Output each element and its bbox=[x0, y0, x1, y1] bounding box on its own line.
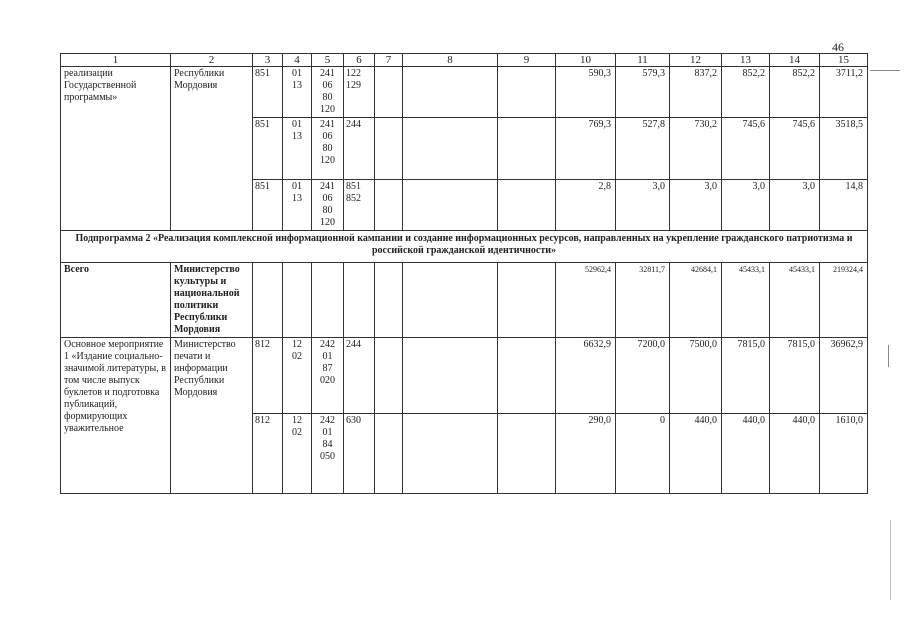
code-part: 851 bbox=[346, 181, 361, 192]
code-part: 050 bbox=[320, 451, 335, 462]
code-part: 242 bbox=[320, 339, 335, 350]
value-cell-12: 440,0 bbox=[670, 414, 722, 494]
code-part: 12 bbox=[292, 415, 302, 426]
column-header-13: 13 bbox=[722, 54, 770, 67]
code-part: 120 bbox=[320, 217, 335, 228]
value-cell-13: 852,2 bbox=[722, 67, 770, 118]
budget-table bbox=[60, 53, 868, 494]
value-cell-10: 52962,4 bbox=[556, 263, 616, 338]
empty-cell bbox=[498, 67, 556, 118]
subprogram-row bbox=[61, 231, 868, 263]
empty-cell bbox=[344, 263, 375, 338]
value-cell-14: 7815,0 bbox=[770, 338, 820, 414]
value-cell-14: 3,0 bbox=[770, 180, 820, 231]
empty-cell bbox=[498, 118, 556, 180]
value-cell-15: 3518,5 bbox=[820, 118, 868, 180]
code-part: 80 bbox=[322, 92, 333, 103]
value-cell-15: 14,8 bbox=[820, 180, 868, 231]
row-title-cell: Основное мероприятие 1 «Издание социально-значимой литературы, в том числе выпуск буклетов и подготовка публикаций, формирующих уважительное bbox=[61, 338, 171, 494]
column-header-11: 11 bbox=[616, 54, 670, 67]
value-cell-10: 6632,9 bbox=[556, 338, 616, 414]
total-row bbox=[61, 263, 868, 338]
grbs-code-cell: 851 bbox=[253, 180, 283, 231]
value-cell-10: 769,3 bbox=[556, 118, 616, 180]
value-cell-11: 7200,0 bbox=[616, 338, 670, 414]
value-cell-14: 745,6 bbox=[770, 118, 820, 180]
column-header-5: 5 bbox=[312, 54, 344, 67]
code-part: 80 bbox=[322, 205, 333, 216]
expense-type-cell bbox=[344, 180, 375, 231]
value-cell-10: 2,8 bbox=[556, 180, 616, 231]
section-code-cell bbox=[283, 180, 312, 231]
code-part: 244 bbox=[346, 339, 361, 350]
code-part: 01 bbox=[292, 119, 302, 130]
grbs-code-cell: 851 bbox=[253, 67, 283, 118]
empty-cell bbox=[375, 263, 403, 338]
value-cell-14: 440,0 bbox=[770, 414, 820, 494]
value-cell-11: 0 bbox=[616, 414, 670, 494]
target-article-cell bbox=[312, 180, 344, 231]
empty-cell bbox=[283, 263, 312, 338]
value-cell-14: 45433,1 bbox=[770, 263, 820, 338]
target-article-cell bbox=[312, 118, 344, 180]
code-part: 122 bbox=[346, 68, 361, 79]
empty-cell bbox=[498, 338, 556, 414]
expense-type-cell bbox=[344, 118, 375, 180]
code-part: 12 bbox=[292, 339, 302, 350]
code-part: 242 bbox=[320, 415, 335, 426]
code-part: 13 bbox=[292, 131, 302, 142]
code-part: 241 bbox=[320, 181, 335, 192]
value-cell-12: 837,2 bbox=[670, 67, 722, 118]
target-article-cell bbox=[312, 414, 344, 494]
empty-cell bbox=[403, 118, 498, 180]
column-header-8: 8 bbox=[403, 54, 498, 67]
empty-cell bbox=[375, 414, 403, 494]
empty-cell bbox=[403, 263, 498, 338]
column-header-6: 6 bbox=[344, 54, 375, 67]
expense-type-cell bbox=[344, 414, 375, 494]
section-code-cell bbox=[283, 118, 312, 180]
section-code-cell bbox=[283, 338, 312, 414]
subprogram-title: Подпрограмма 2 «Реализация комплексной информационной кампании и создание информационных ресурсов, направленных на укрепление гражданского патриотизма и российской гражданской идентичности» bbox=[61, 231, 868, 263]
code-part: 120 bbox=[320, 155, 335, 166]
value-cell-11: 32811,7 bbox=[616, 263, 670, 338]
empty-cell bbox=[375, 118, 403, 180]
code-part: 13 bbox=[292, 80, 302, 91]
code-part: 01 bbox=[322, 427, 333, 438]
row-title-cell: реализации Государственной программы» bbox=[61, 67, 171, 231]
empty-cell bbox=[403, 414, 498, 494]
code-part: 02 bbox=[292, 351, 302, 362]
page-number: 46 bbox=[832, 40, 844, 54]
empty-cell bbox=[403, 338, 498, 414]
value-cell-12: 7500,0 bbox=[670, 338, 722, 414]
code-part: 06 bbox=[322, 193, 333, 204]
column-header-15: 15 bbox=[820, 54, 868, 67]
column-header-4: 4 bbox=[283, 54, 312, 67]
total-label: Всего bbox=[61, 263, 171, 338]
code-part: 02 bbox=[292, 427, 302, 438]
code-part: 630 bbox=[346, 415, 361, 426]
code-part: 244 bbox=[346, 119, 361, 130]
value-cell-13: 7815,0 bbox=[722, 338, 770, 414]
empty-cell bbox=[498, 263, 556, 338]
scan-mark bbox=[888, 345, 889, 367]
grbs-code-cell: 812 bbox=[253, 338, 283, 414]
empty-cell bbox=[312, 263, 344, 338]
column-header-2: 2 bbox=[171, 54, 253, 67]
value-cell-11: 579,3 bbox=[616, 67, 670, 118]
value-cell-10: 590,3 bbox=[556, 67, 616, 118]
table-header-row bbox=[61, 54, 868, 67]
empty-cell bbox=[403, 180, 498, 231]
code-part: 06 bbox=[322, 80, 333, 91]
expense-type-cell bbox=[344, 67, 375, 118]
code-part: 80 bbox=[322, 143, 333, 154]
code-part: 01 bbox=[322, 351, 333, 362]
code-part: 01 bbox=[292, 68, 302, 79]
table-row bbox=[61, 338, 868, 414]
grbs-code-cell: 851 bbox=[253, 118, 283, 180]
value-cell-15: 1610,0 bbox=[820, 414, 868, 494]
code-part: 241 bbox=[320, 119, 335, 130]
code-part: 120 bbox=[320, 104, 335, 115]
empty-cell bbox=[253, 263, 283, 338]
code-part: 129 bbox=[346, 80, 361, 91]
value-cell-13: 45433,1 bbox=[722, 263, 770, 338]
column-header-10: 10 bbox=[556, 54, 616, 67]
target-article-cell bbox=[312, 338, 344, 414]
value-cell-12: 3,0 bbox=[670, 180, 722, 231]
column-header-9: 9 bbox=[498, 54, 556, 67]
empty-cell bbox=[375, 338, 403, 414]
value-cell-13: 745,6 bbox=[722, 118, 770, 180]
responsible-cell: Министерство культуры и национальной политики Республики Мордовия bbox=[171, 263, 253, 338]
value-cell-12: 42684,1 bbox=[670, 263, 722, 338]
empty-cell bbox=[403, 67, 498, 118]
scan-mark bbox=[870, 70, 900, 71]
empty-cell bbox=[375, 180, 403, 231]
value-cell-14: 852,2 bbox=[770, 67, 820, 118]
value-cell-11: 527,8 bbox=[616, 118, 670, 180]
empty-cell bbox=[498, 414, 556, 494]
code-part: 241 bbox=[320, 68, 335, 79]
table-row bbox=[61, 67, 868, 118]
responsible-cell: Республики Мордовия bbox=[171, 67, 253, 231]
code-part: 01 bbox=[292, 181, 302, 192]
code-part: 06 bbox=[322, 131, 333, 142]
grbs-code-cell: 812 bbox=[253, 414, 283, 494]
target-article-cell bbox=[312, 67, 344, 118]
column-header-14: 14 bbox=[770, 54, 820, 67]
scan-mark bbox=[890, 520, 891, 600]
value-cell-10: 290,0 bbox=[556, 414, 616, 494]
empty-cell bbox=[498, 180, 556, 231]
value-cell-12: 730,2 bbox=[670, 118, 722, 180]
value-cell-13: 3,0 bbox=[722, 180, 770, 231]
code-part: 84 bbox=[322, 439, 333, 450]
empty-cell bbox=[375, 67, 403, 118]
column-header-12: 12 bbox=[670, 54, 722, 67]
section-code-cell bbox=[283, 414, 312, 494]
column-header-3: 3 bbox=[253, 54, 283, 67]
expense-type-cell bbox=[344, 338, 375, 414]
code-part: 13 bbox=[292, 193, 302, 204]
column-header-1: 1 bbox=[61, 54, 171, 67]
value-cell-15: 219324,4 bbox=[820, 263, 868, 338]
value-cell-15: 36962,9 bbox=[820, 338, 868, 414]
code-part: 852 bbox=[346, 193, 361, 204]
section-code-cell bbox=[283, 67, 312, 118]
responsible-cell: Министерство печати и информации Республики Мордовия bbox=[171, 338, 253, 494]
value-cell-11: 3,0 bbox=[616, 180, 670, 231]
code-part: 87 bbox=[322, 363, 333, 374]
code-part: 020 bbox=[320, 375, 335, 386]
value-cell-15: 3711,2 bbox=[820, 67, 868, 118]
value-cell-13: 440,0 bbox=[722, 414, 770, 494]
column-header-7: 7 bbox=[375, 54, 403, 67]
